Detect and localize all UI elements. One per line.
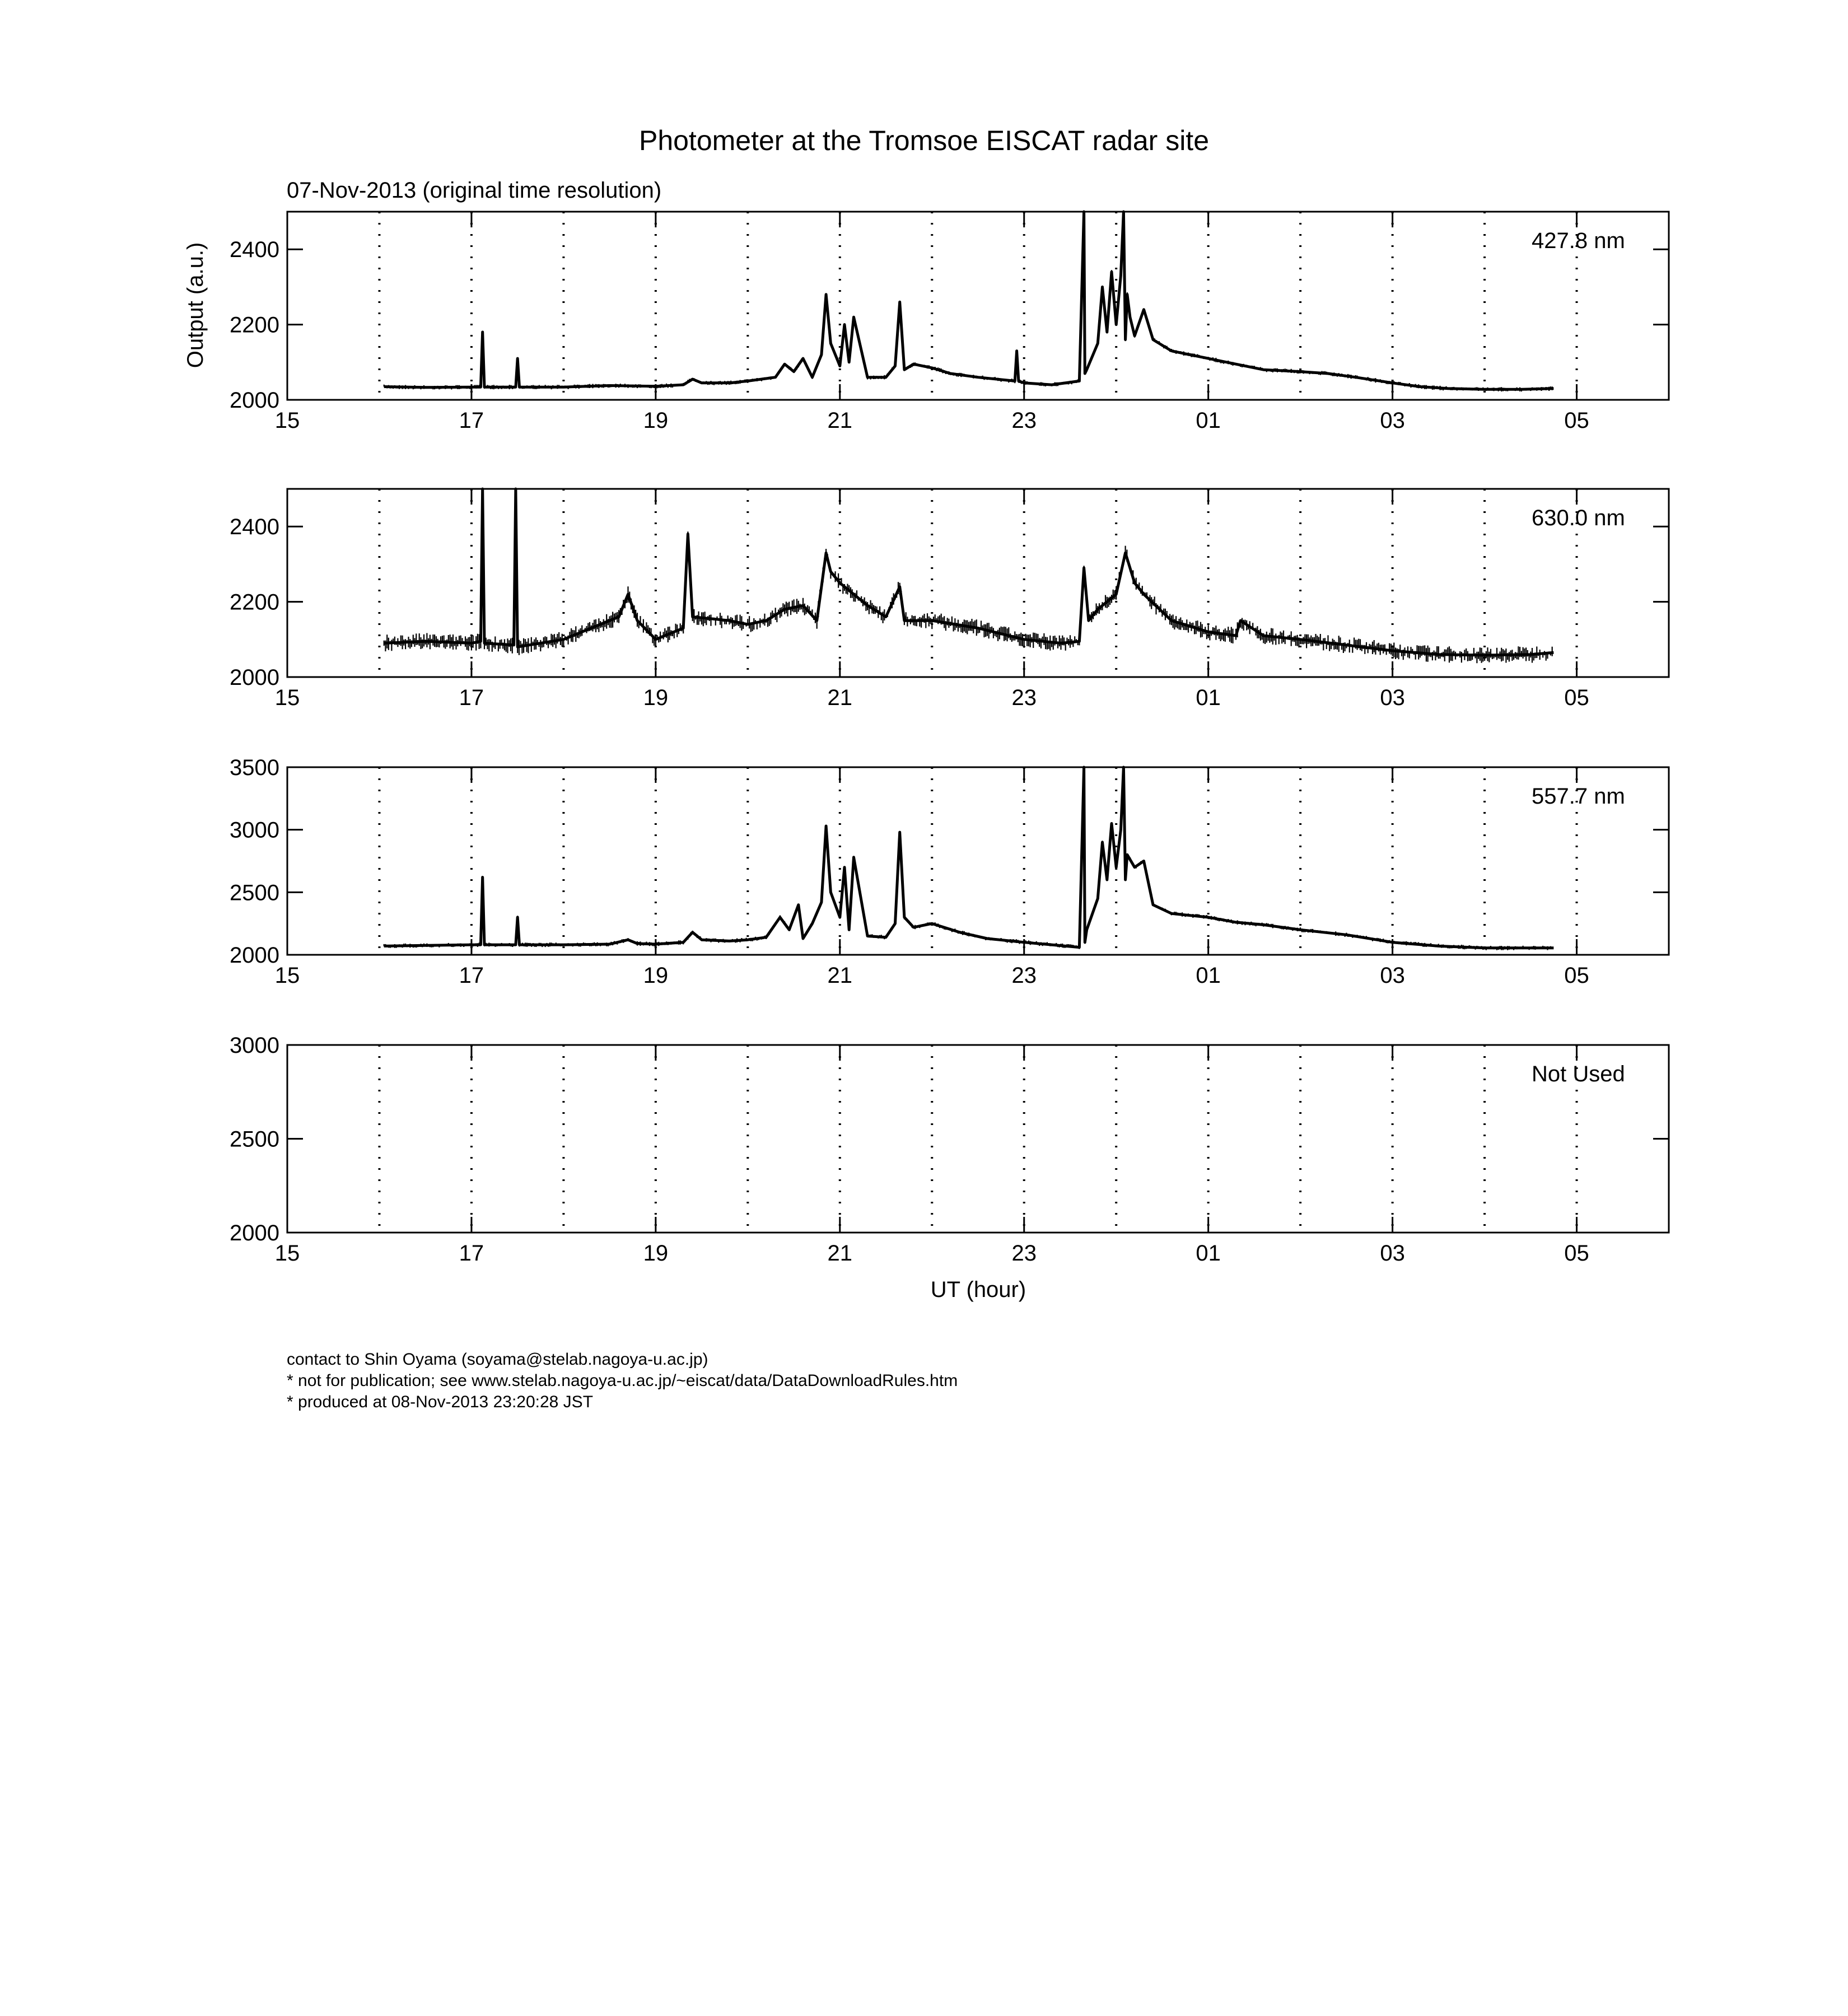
x-tick-label: 19 — [643, 408, 669, 433]
x-tick-label: 05 — [1564, 963, 1589, 988]
x-tick-label: 05 — [1564, 685, 1589, 710]
panels — [230, 212, 1669, 1266]
y-tick-label: 2200 — [230, 590, 279, 615]
x-tick-label: 17 — [459, 408, 484, 433]
y-tick-label: 2400 — [230, 515, 279, 540]
y-tick-label: 2000 — [230, 943, 279, 968]
y-tick-label: 3000 — [230, 1033, 279, 1058]
x-tick-label: 05 — [1564, 1241, 1589, 1266]
x-tick-label: 21 — [827, 963, 853, 988]
panel-1 — [230, 212, 1669, 433]
x-tick-label: 19 — [643, 963, 669, 988]
panel-label: Not Used — [1532, 1062, 1625, 1086]
x-axis-label: UT (hour) — [930, 1277, 1026, 1302]
x-tick-label: 01 — [1196, 685, 1221, 710]
panel-4 — [230, 1033, 1669, 1266]
x-tick-label: 01 — [1196, 1241, 1221, 1266]
x-tick-label: 03 — [1380, 685, 1405, 710]
x-tick-label: 01 — [1196, 408, 1221, 433]
y-tick-label: 2000 — [230, 1221, 279, 1245]
y-tick-label: 2400 — [230, 237, 279, 263]
y-tick-label: 3500 — [230, 755, 279, 780]
x-tick-label: 23 — [1011, 963, 1037, 988]
y-axis-label: Output (a.u.) — [183, 242, 208, 368]
series-line — [384, 767, 1554, 948]
x-tick-label: 01 — [1196, 963, 1221, 988]
x-tick-label: 19 — [643, 685, 669, 710]
x-tick-label: 23 — [1011, 1241, 1037, 1266]
x-tick-label: 17 — [459, 685, 484, 710]
y-tick-label: 2000 — [230, 388, 279, 413]
panel-3 — [230, 755, 1669, 988]
x-tick-label: 17 — [459, 963, 484, 988]
y-tick-label: 2500 — [230, 1127, 279, 1152]
series-line — [384, 212, 1554, 389]
axes-frame — [287, 212, 1669, 400]
chart-subtitle: 07-Nov-2013 (original time resolution) — [287, 178, 662, 203]
x-tick-label: 03 — [1380, 408, 1405, 433]
axes-frame — [287, 1045, 1669, 1233]
x-tick-label: 19 — [643, 1241, 669, 1266]
x-tick-label: 23 — [1011, 685, 1037, 710]
axes-frame — [287, 489, 1669, 677]
y-tick-label: 2200 — [230, 312, 279, 338]
footer-produced: * produced at 08-Nov-2013 23:20:28 JST — [287, 1393, 594, 1411]
series-noise-band — [384, 212, 1552, 391]
series-noise-band — [384, 767, 1552, 950]
panel-label: 557.7 nm — [1532, 784, 1625, 809]
x-tick-label: 15 — [274, 1241, 300, 1266]
x-tick-label: 17 — [459, 1241, 484, 1266]
x-tick-label: 15 — [274, 408, 300, 433]
x-tick-label: 15 — [274, 685, 300, 710]
y-tick-label: 2000 — [230, 665, 279, 690]
panel-label: 427.8 nm — [1532, 228, 1625, 253]
series-noise-band — [384, 489, 1552, 663]
x-tick-label: 21 — [827, 1241, 853, 1266]
x-tick-label: 15 — [274, 963, 300, 988]
y-tick-label: 3000 — [230, 818, 279, 843]
panel-label: 630.0 nm — [1532, 506, 1625, 530]
main-title: Photometer at the Tromsoe EISCAT radar site — [638, 125, 1210, 156]
footer-contact: contact to Shin Oyama (soyama@stelab.nagoya-u.ac.jp) — [287, 1350, 708, 1369]
x-tick-label: 23 — [1011, 408, 1037, 433]
x-tick-label: 05 — [1564, 408, 1589, 433]
footer-rules: * not for publication; see www.stelab.nagoya-u.ac.jp/~eiscat/data/DataDownloadRules.htm — [287, 1371, 958, 1390]
axes-frame — [287, 767, 1669, 955]
panel-2 — [230, 489, 1669, 710]
x-tick-label: 03 — [1380, 1241, 1405, 1266]
x-tick-label: 21 — [827, 408, 853, 433]
y-tick-label: 2500 — [230, 880, 279, 906]
x-tick-label: 21 — [827, 685, 853, 710]
x-tick-label: 03 — [1380, 963, 1405, 988]
